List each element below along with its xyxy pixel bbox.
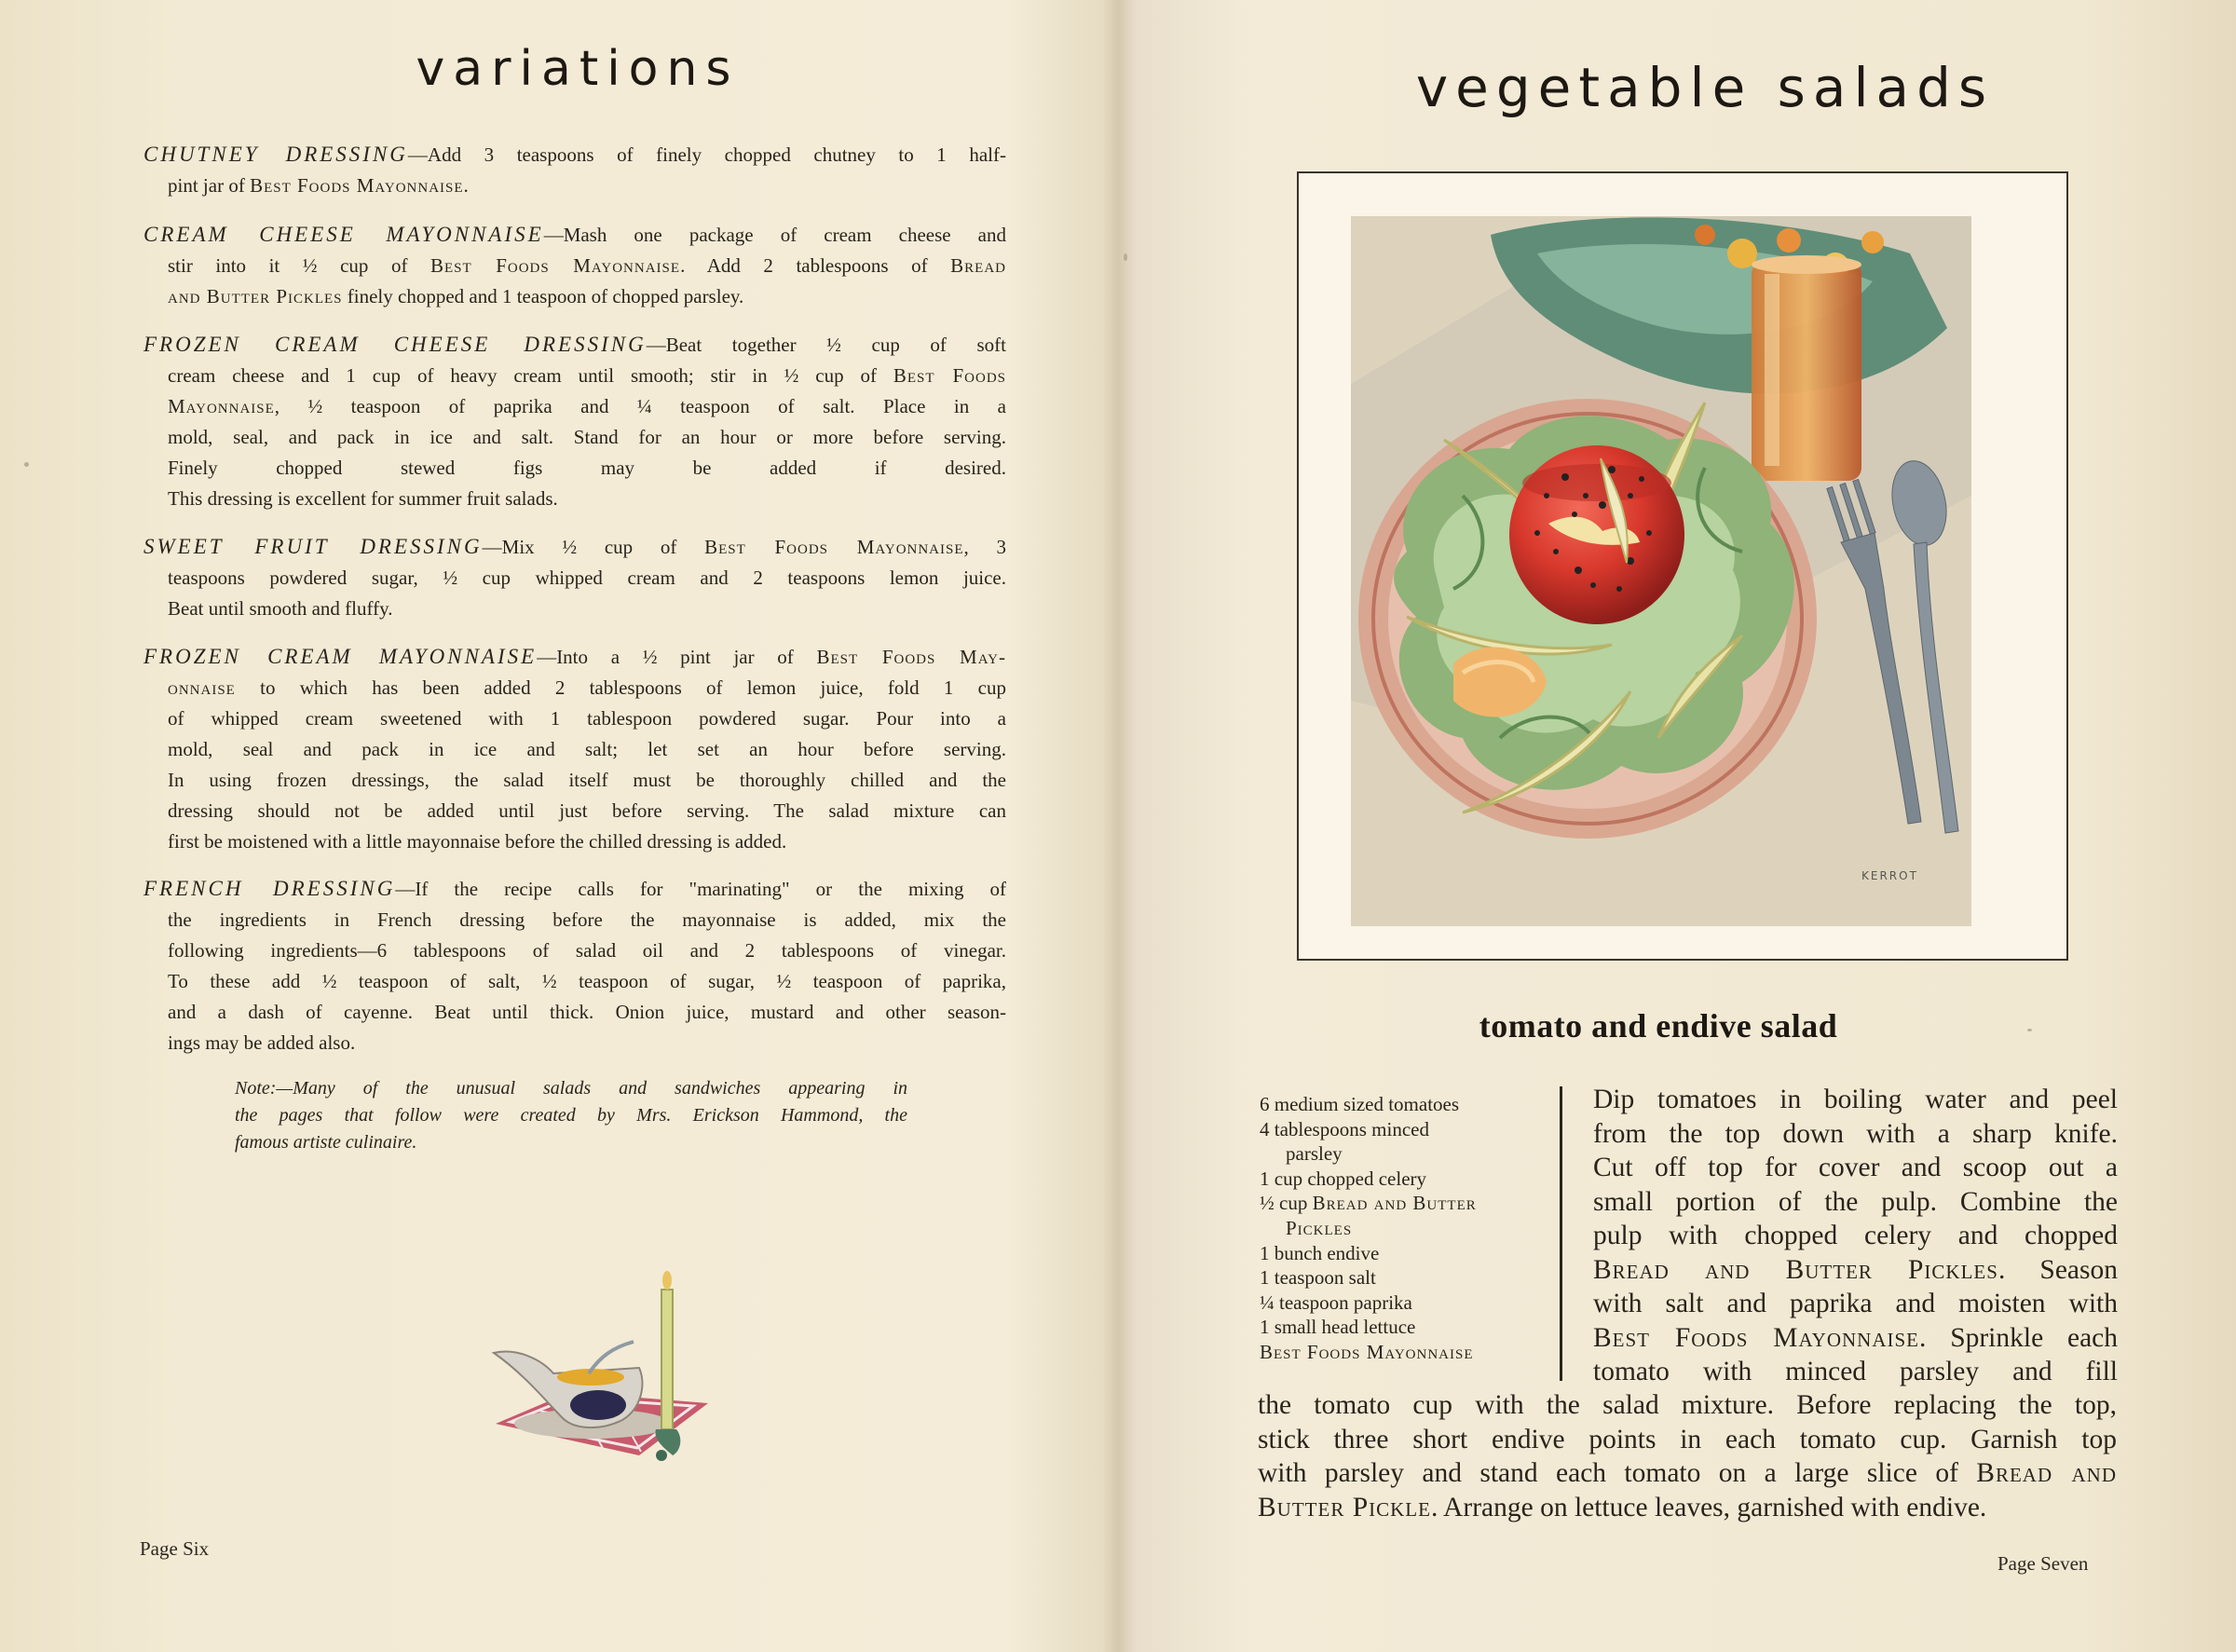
- text-run: to which has been added 2 tablespoons of lemon juice, fold 1 cup: [235, 676, 1006, 699]
- paper-speck: [24, 462, 29, 467]
- ingredient-item: [1260, 1315, 1539, 1340]
- method-line: [1593, 1083, 2118, 1117]
- recipe-line: [143, 219, 1006, 251]
- text-run: tomato with minced parsley and fill: [1593, 1357, 2118, 1386]
- recipe-line: [143, 703, 1006, 734]
- method-column: [1593, 1083, 2118, 1389]
- recipe-line: [143, 796, 1006, 826]
- method-line: [1593, 1253, 2118, 1288]
- recipe-name: FROZEN CREAM CHEESE DRESSING: [143, 333, 647, 356]
- note-line: Note:—Many of the unusual salads and sandwiches appearing in: [235, 1078, 907, 1099]
- recipe-name: FRENCH DRESSING: [143, 877, 396, 900]
- text-run: mold, seal, and pack in ice and salt. Stand for an hour or more before serving.: [168, 426, 1006, 448]
- gravy-boat-candle-illustration: [473, 1269, 716, 1465]
- recipe-line: [143, 171, 1006, 201]
- small-caps-run: Best Foods Mayonnaise: [250, 174, 464, 197]
- text-run: ings may be added also.: [168, 1031, 356, 1054]
- text-run: To these add ½ teaspoon of salt, ½ teaspoon of sugar, ½ teaspoon of paprika,: [168, 970, 1006, 992]
- recipe-line: [143, 935, 1006, 966]
- recipe-line: [143, 453, 1006, 484]
- method-full-width: [1258, 1388, 2117, 1524]
- text-run: from the top down with a sharp knife.: [1593, 1118, 2118, 1149]
- salad-illustration: [1351, 216, 1971, 926]
- text-run: 1 teaspoon salt: [1260, 1266, 1376, 1290]
- ingredient-item: [1260, 1191, 1539, 1216]
- text-run: —Mix ½ cup of: [482, 536, 705, 558]
- small-caps-run: Best Foods Mayonnaise: [1260, 1340, 1474, 1363]
- recipe-line: [143, 997, 1006, 1028]
- text-run: pulp with chopped celery and chopped: [1593, 1221, 2118, 1250]
- illustration-frame: [1297, 171, 2068, 961]
- ingredient-item: [1260, 1092, 1539, 1117]
- method-line: [1593, 1185, 2118, 1220]
- note-line: the pages that follow were created by Mrs. Erickson Hammond, the: [235, 1105, 907, 1126]
- page-title-variations: variations: [416, 41, 740, 97]
- text-run: . Add 2 tablespoons of: [680, 254, 951, 277]
- text-run: cream cheese and 1 cup of heavy cream until smooth; stir in ½ cup of: [168, 364, 893, 387]
- recipe-line: [143, 873, 1006, 905]
- artist-signature: KERROT: [1861, 869, 1918, 882]
- text-run: ½ cup: [1260, 1192, 1313, 1215]
- text-run: —Into a ½ pint jar of: [537, 646, 817, 668]
- recipe-line: [143, 673, 1006, 703]
- text-run: Finely chopped stewed figs may be added if desired.: [168, 457, 1006, 479]
- recipe-line: [143, 251, 1006, 281]
- text-run: —If the recipe calls for "marinating" or the mixing of: [395, 878, 1006, 900]
- small-caps-run: and Butter Pickles: [168, 285, 343, 307]
- method-line: [1593, 1355, 2118, 1389]
- text-run: 1 small head lettuce: [1260, 1316, 1416, 1339]
- recipe-frozen-cream-cheese-dressing: [143, 329, 1006, 514]
- text-run: of whipped cream sweetened with 1 tablespoon powdered sugar. Pour into a: [168, 707, 1006, 730]
- method-line: [1258, 1456, 2117, 1491]
- vertical-rule: [1560, 1086, 1562, 1381]
- ingredient-list: [1260, 1092, 1539, 1365]
- ingredient-item: [1260, 1340, 1539, 1365]
- text-run: —Mash one package of cream cheese and: [543, 224, 1006, 246]
- small-caps-run: Mayonnaise: [168, 395, 275, 417]
- method-line: [1593, 1219, 2118, 1253]
- recipe-line: [143, 329, 1006, 361]
- text-run: . Season: [1997, 1254, 2119, 1285]
- text-run: with parsley and stand each tomato on a large slice of: [1258, 1458, 1977, 1488]
- text-run: with salt and paprika and moisten with: [1593, 1289, 2118, 1318]
- text-run: the ingredients in French dressing before the mayonnaise is added, mix the: [168, 908, 1006, 931]
- recipe-line: [143, 594, 1006, 624]
- recipe-heading: tomato and endive salad: [1479, 1007, 1838, 1044]
- method-line: [1593, 1287, 2118, 1321]
- method-line: [1258, 1388, 2117, 1423]
- small-caps-run: Bread and Butter: [1312, 1192, 1477, 1215]
- recipe-line: [143, 484, 1006, 514]
- small-caps-run: Best Foods: [893, 364, 1006, 387]
- text-run: , 3: [963, 536, 1007, 558]
- ingredient-item: [1260, 1117, 1539, 1142]
- text-run: 1 cup chopped celery: [1260, 1167, 1427, 1190]
- small-caps-run: Bread and: [1976, 1458, 2117, 1488]
- ingredient-item: [1260, 1265, 1539, 1290]
- method-line: [1258, 1423, 2117, 1457]
- text-run: parsley: [1286, 1142, 1343, 1166]
- method-line: [1258, 1491, 2117, 1525]
- text-run: 4 tablespoons minced: [1260, 1117, 1429, 1140]
- recipe-line: [143, 905, 1006, 935]
- page-number-right: Page Seven: [1997, 1552, 2089, 1575]
- text-run: following ingredients—6 tablespoons of salad oil and 2 tablespoons of vinegar.: [168, 939, 1006, 962]
- recipe-name: CHUTNEY DRESSING: [143, 143, 408, 166]
- recipe-line: [143, 391, 1006, 422]
- text-run: Beat until smooth and fluffy.: [168, 597, 393, 620]
- text-run: the tomato cup with the salad mixture. Before replacing the top,: [1258, 1390, 2117, 1420]
- recipe-line: [143, 765, 1006, 796]
- text-run: —Beat together ½ cup of soft: [646, 334, 1006, 356]
- text-run: . Sprinkle each: [1919, 1322, 2119, 1353]
- small-caps-run: Bread: [950, 254, 1007, 277]
- recipe-line: [143, 1028, 1006, 1058]
- recipe-name: CREAM CHEESE MAYONNAISE: [143, 223, 544, 246]
- recipe-sweet-fruit-dressing: [143, 531, 1006, 624]
- small-caps-run: Pickles: [1286, 1216, 1353, 1239]
- text-run: Dip tomatoes in boiling water and peel: [1593, 1085, 2118, 1114]
- text-run: first be moistened with a little mayonnaise before the chilled dressing is added.: [168, 830, 787, 853]
- recipe-line: [143, 139, 1006, 171]
- page-title-vegetable-salads: vegetable salads: [1415, 56, 1995, 119]
- text-run: Cut off top for cover and scoop out a: [1593, 1153, 2118, 1182]
- text-run: and a dash of cayenne. Beat until thick. Onion juice, mustard and other season-: [168, 1001, 1006, 1023]
- text-run: finely chopped and 1 teaspoon of chopped parsley.: [342, 285, 744, 307]
- text-run: In using frozen dressings, the salad itself must be thoroughly chilled and the: [168, 769, 1006, 791]
- text-run: This dressing is excellent for summer fruit salads.: [168, 487, 558, 510]
- recipe-line: [143, 966, 1006, 997]
- recipe-line: [143, 563, 1006, 594]
- text-run: 6 medium sized tomatoes: [1260, 1093, 1460, 1115]
- text-run: pint jar of: [168, 174, 251, 197]
- small-caps-run: Best Foods Mayonnaise: [429, 254, 681, 277]
- paper-speck: [2027, 1029, 2032, 1031]
- ingredient-item: [1260, 1290, 1539, 1316]
- text-run: small portion of the pulp. Combine the: [1593, 1186, 2118, 1217]
- candle: [661, 1290, 673, 1429]
- ingredient-item: [1260, 1141, 1539, 1167]
- recipe-line: [143, 361, 1006, 391]
- recipe-name: FROZEN CREAM MAYONNAISE: [143, 645, 538, 668]
- small-caps-run: onnaise: [168, 676, 236, 699]
- method-line: [1593, 1321, 2118, 1356]
- text-run: mold, seal and pack in ice and salt; let set an hour before serving.: [168, 738, 1006, 760]
- small-caps-run: Best Foods May-: [816, 646, 1006, 668]
- recipe-line: [143, 826, 1006, 857]
- text-run: 1 bunch endive: [1260, 1241, 1380, 1264]
- note-paragraph: [235, 1075, 907, 1156]
- text-run: .: [463, 174, 469, 197]
- recipe-frozen-cream-mayonnaise: [143, 641, 1006, 857]
- text-run: . Arrange on lettuce leaves, garnished with endive.: [1430, 1492, 1987, 1522]
- recipe-line: [143, 422, 1006, 453]
- small-caps-run: Bread and Butter Pickles: [1593, 1254, 1998, 1285]
- text-run: , ½ teaspoon of paprika and ¼ teaspoon of salt. Place in a: [274, 395, 1006, 417]
- text-run: ¼ teaspoon paprika: [1260, 1290, 1412, 1314]
- recipe-line: [143, 281, 1006, 312]
- ingredient-item: [1260, 1167, 1539, 1192]
- ingredient-item: [1260, 1216, 1539, 1241]
- note-line: famous artiste culinaire.: [235, 1132, 417, 1153]
- paper-speck: [1124, 253, 1127, 261]
- recipe-name: SWEET FRUIT DRESSING: [143, 535, 483, 558]
- ingredient-item: [1260, 1241, 1539, 1266]
- small-caps-run: Best Foods Mayonnaise: [704, 536, 964, 558]
- page-number-left: Page Six: [140, 1537, 210, 1560]
- recipe-line: [143, 641, 1006, 673]
- recipe-line: [143, 734, 1006, 765]
- method-line: [1593, 1117, 2118, 1152]
- recipe-chutney-dressing: [143, 139, 1006, 201]
- text-run: dressing should not be added until just before serving. The salad mixture can: [168, 799, 1006, 822]
- recipe-line: [143, 531, 1006, 563]
- method-line: [1593, 1151, 2118, 1185]
- recipe-cream-cheese-mayonnaise: [143, 219, 1006, 312]
- small-caps-run: Best Foods Mayonnaise: [1593, 1322, 1920, 1353]
- text-run: stick three short endive points in each tomato cup. Garnish top: [1258, 1424, 2117, 1454]
- recipe-french-dressing: [143, 873, 1006, 1058]
- text-run: stir into it ½ cup of: [168, 254, 430, 277]
- text-run: teaspoons powdered sugar, ½ cup whipped cream and 2 teaspoons lemon juice.: [168, 567, 1006, 589]
- text-run: —Add 3 teaspoons of finely chopped chutney to 1 half-: [407, 143, 1006, 166]
- small-caps-run: Butter Pickle: [1258, 1492, 1431, 1522]
